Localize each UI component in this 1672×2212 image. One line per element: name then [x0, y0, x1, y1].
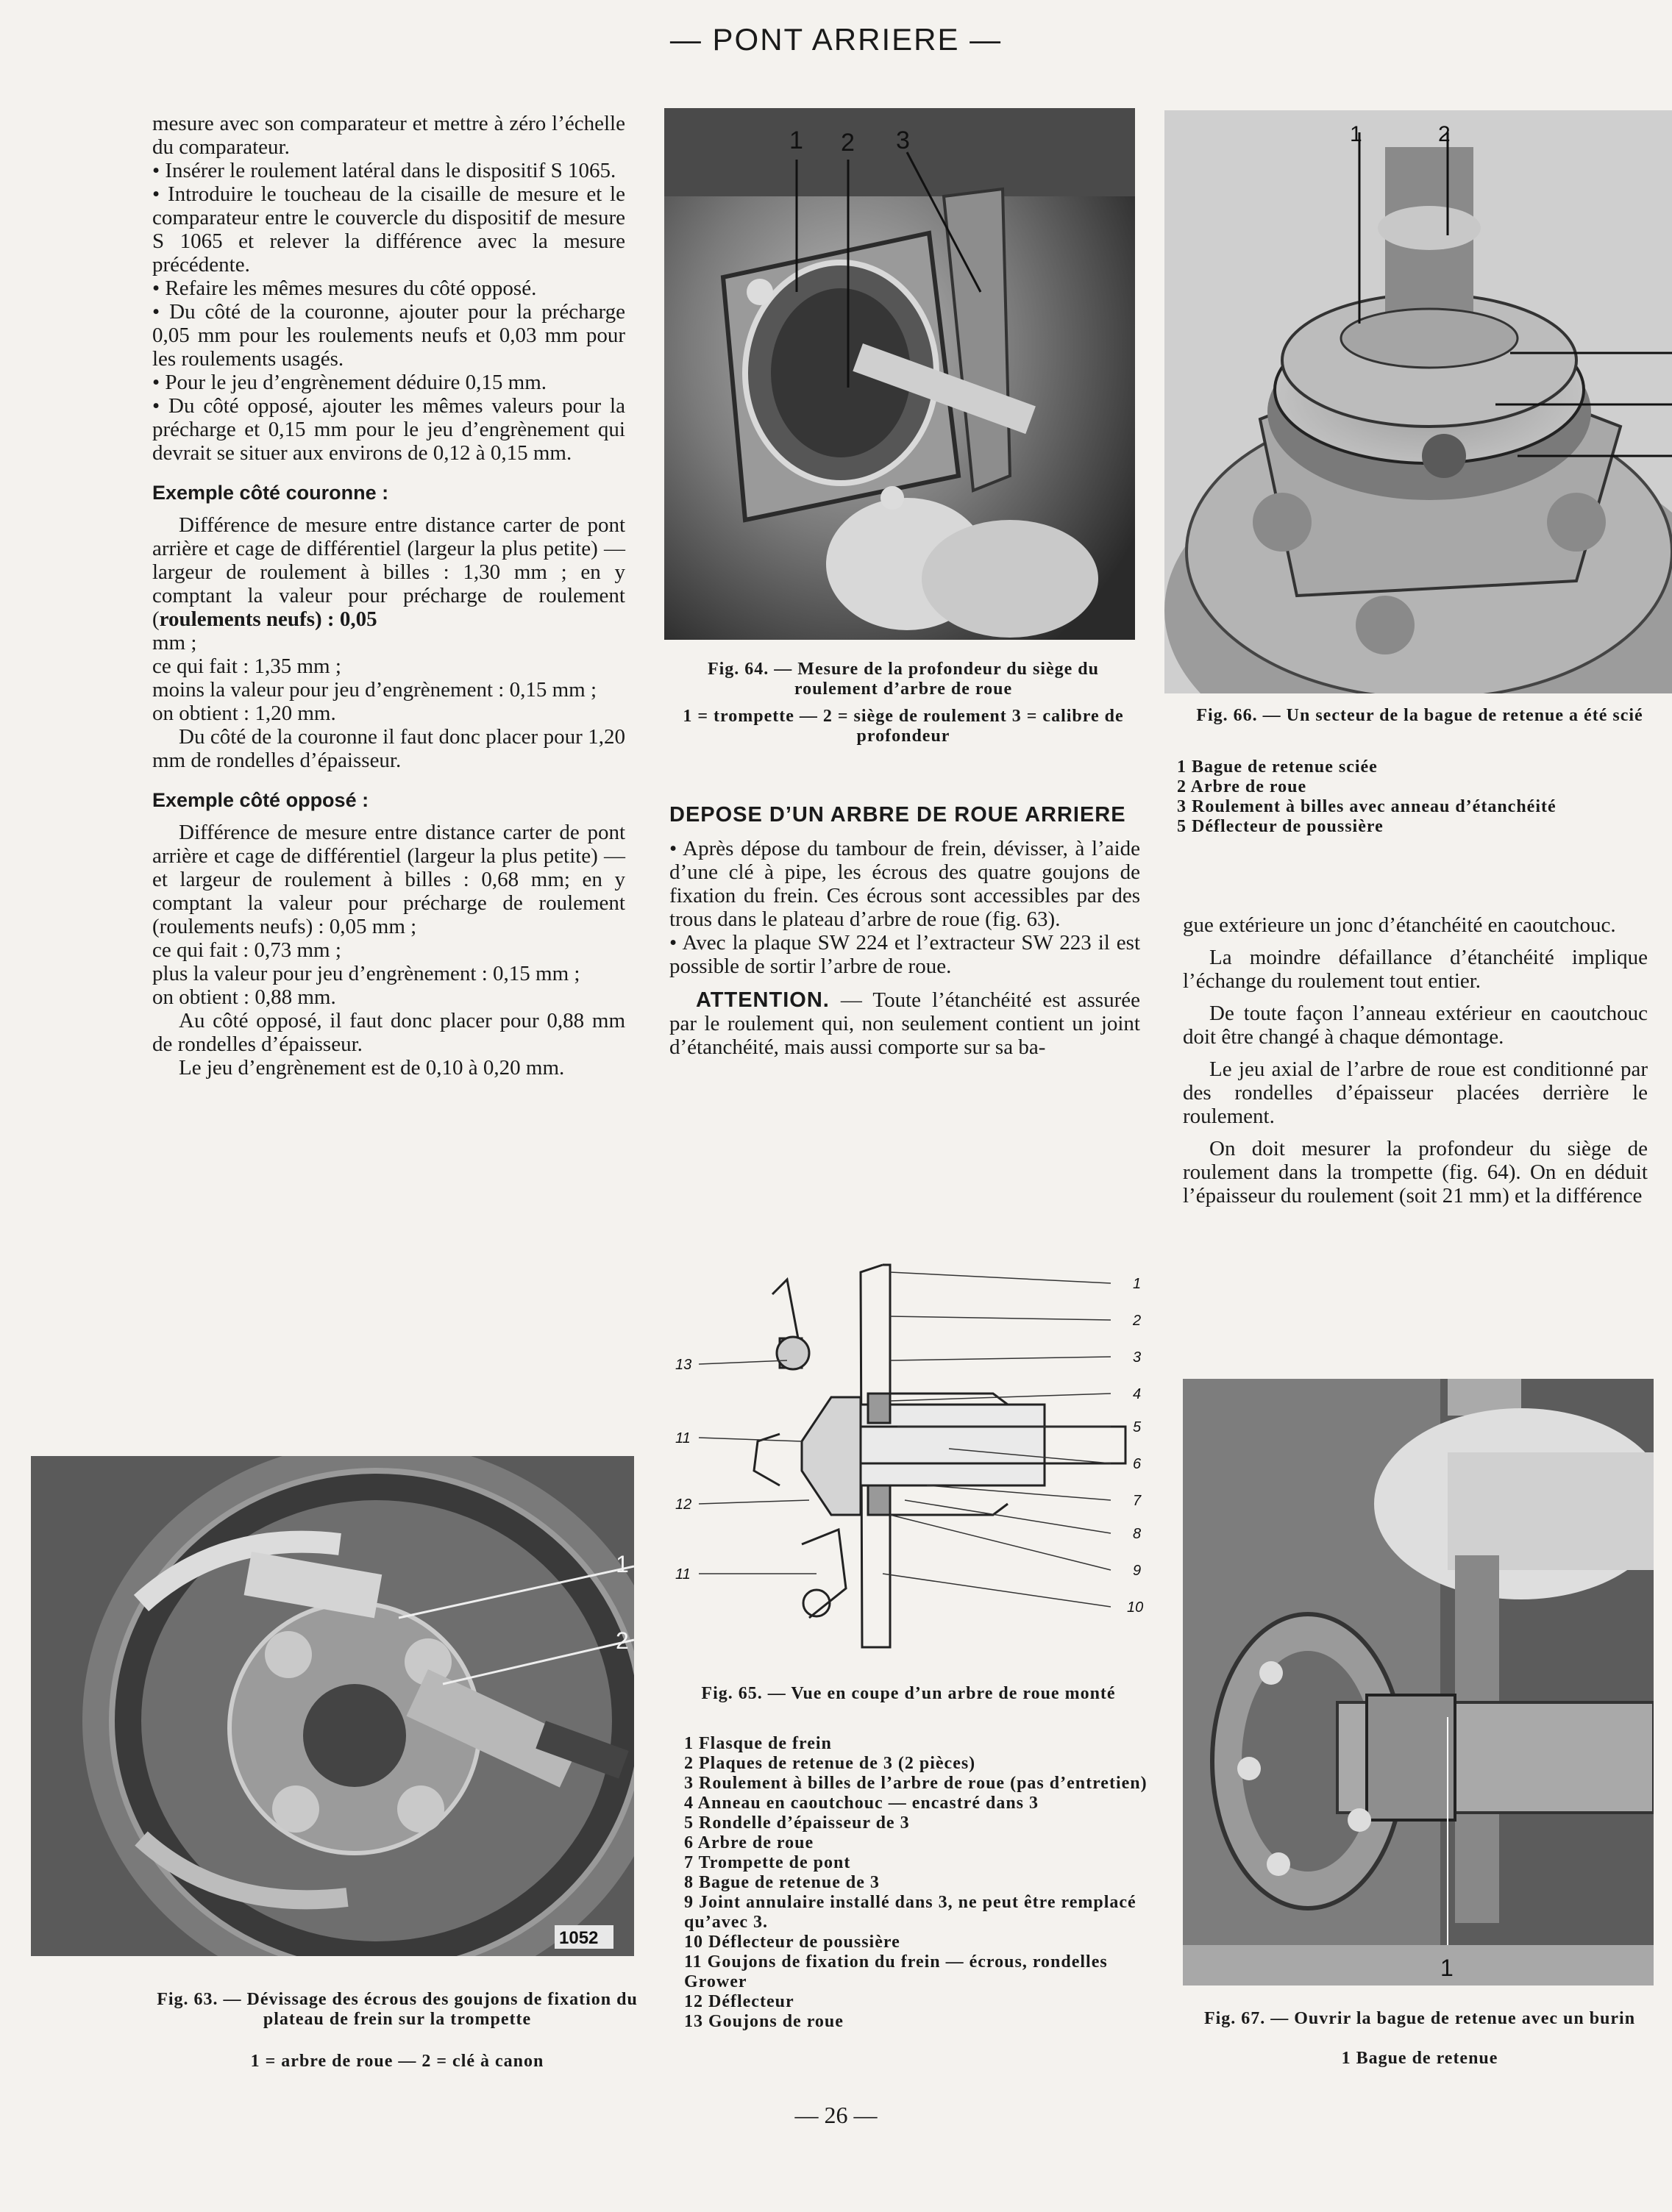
fig65-legend: [684, 1734, 1148, 2032]
fig64-label-1: 1: [789, 126, 803, 154]
fig65-label-1: 1: [1133, 1276, 1142, 1292]
fig65-label-11b: 11: [675, 1566, 691, 1583]
column-3: [1183, 913, 1648, 1207]
col1-line: • Refaire les mêmes mesures du côté opposé.: [152, 276, 537, 300]
fig64-caption-legend: 1 = trompette — 2 = siège de roulement 3 = calibre de profondeur: [683, 707, 1124, 746]
fig67-caption-legend: 1 Bague de retenue: [1341, 2049, 1498, 2068]
fig65-legend-item: 12 Déflecteur: [684, 1992, 794, 2011]
example1-a: Différence de mesure entre distance carter de pont arrière et cage de différentiel (largeur la plus petite) — largeur de roulement à billes : 1,30 mm ; en y comptant la valeur pour précharge de roulement (: [152, 513, 625, 631]
page-number: — 26 —: [794, 2102, 878, 2128]
fig65-legend-item: 11 Goujons de fixation du frein — écrous, rondelles Grower: [684, 1952, 1108, 1991]
fig63-label-1: 1: [616, 1551, 629, 1577]
column-2: [669, 803, 1140, 1059]
example1-c: ce qui fait : 1,35 mm ;: [152, 654, 341, 678]
col3-p4: On doit mesurer la profondeur du siège de roulement dans la trompette (fig. 64). On en déduit l’épaisseur du roulement (soit 21 mm) et la différence: [1183, 1137, 1648, 1207]
fig65-legend-item: 13 Goujons de roue: [684, 2012, 844, 2031]
fig65-label-5: 5: [1133, 1419, 1142, 1435]
fig66-legend-item: 5 Déflecteur de poussière: [1177, 817, 1384, 836]
fig65-label-8: 8: [1133, 1526, 1142, 1542]
fig66-photo: [1164, 110, 1672, 693]
fig67-label-1: 1: [1440, 1955, 1454, 1981]
example2-f: Au côté opposé, il faut donc placer pour 0,88 mm de rondelles d’épaisseur.: [152, 1009, 625, 1056]
fig65-legend-item: 6 Arbre de roue: [684, 1833, 814, 1852]
subheading-couronne: Exemple côté couronne :: [152, 482, 389, 504]
example1-e: on obtient : 1,20 mm.: [152, 702, 336, 725]
fig66-legend-item: 3 Roulement à billes avec anneau d’étanchéité: [1177, 797, 1557, 816]
example2-g: Le jeu d’engrènement est de 0,10 à 0,20 mm.: [179, 1056, 565, 1080]
col3-p0: gue extérieure un jonc d’étanchéité en caoutchouc.: [1183, 913, 1616, 937]
fig63-stamp: 1052: [559, 1928, 599, 1948]
fig65-label-3: 3: [1133, 1349, 1142, 1366]
section-heading: DEPOSE D’UN ARBRE DE ROUE ARRIERE: [669, 803, 1126, 827]
col2-attention: [669, 988, 1140, 1059]
fig65-legend-item: 7 Trompette de pont: [684, 1853, 851, 1872]
fig64-photo: [664, 108, 1135, 640]
col3-p3: Le jeu axial de l’arbre de roue est conditionné par des rondelles d’épaisseur placées derrière le roulement.: [1183, 1057, 1648, 1128]
fig67-photo: [1183, 1379, 1654, 1986]
fig63-photo: [31, 1456, 634, 1956]
fig65-label-13: 13: [675, 1357, 692, 1373]
fig65-label-10: 10: [1127, 1599, 1144, 1616]
fig64-label-2: 2: [841, 129, 855, 157]
column-1: [152, 112, 625, 1080]
fig65-diagram: [669, 1250, 1155, 1669]
example1-d: moins la valeur pour jeu d’engrènement : 0,15 mm ;: [152, 678, 597, 702]
fig66-legend-item: 1 Bague de retenue sciée: [1177, 757, 1378, 777]
col1-line: • Insérer le roulement latéral dans le dispositif S 1065.: [152, 159, 616, 182]
fig65-legend-item: 4 Anneau en caoutchouc — encastré dans 3: [684, 1794, 1039, 1813]
fig66-caption: Fig. 66. — Un secteur de la bague de retenue a été scié: [1196, 706, 1643, 725]
fig65-label-7: 7: [1133, 1493, 1142, 1509]
col1-line: • Du côté de la couronne, ajouter pour la précharge 0,05 mm pour les roulements neufs et 0,03 mm pour les roulements usagés.: [152, 300, 625, 371]
fig67-caption: Fig. 67. — Ouvrir la bague de retenue avec un burin: [1203, 2009, 1636, 2028]
fig63-caption-legend: 1 = arbre de roue — 2 = clé à canon: [250, 2052, 544, 2071]
col2-p2: • Avec la plaque SW 224 et l’extracteur SW 223 il est possible de sortir l’arbre de roue.: [669, 931, 1140, 978]
fig63-label-2: 2: [616, 1627, 629, 1654]
fig66-legend: [1177, 757, 1662, 837]
fig66-label-2: 2: [1438, 122, 1451, 146]
fig65-caption: Fig. 65. — Vue en coupe d’un arbre de roue monté: [701, 1684, 1116, 1703]
fig65-legend-item: 5 Rondelle d’épaisseur de 3: [684, 1813, 910, 1833]
fig63-caption: Fig. 63. — Dévissage des écrous des goujons de fixation du plateau de frein sur la trompette: [157, 1990, 638, 2029]
example2-c: ce qui fait : 0,73 mm ;: [152, 938, 341, 962]
fig65-legend-item: 1 Flasque de frein: [684, 1734, 832, 1753]
example1-f: Du côté de la couronne il faut donc placer pour 1,20 mm de rondelles d’épaisseur.: [152, 725, 625, 772]
page-header: — PONT ARRIERE —: [669, 22, 1003, 57]
col1-line: mesure avec son comparateur et mettre à zéro l’échelle du comparateur.: [152, 112, 625, 159]
fig65-label-12: 12: [675, 1496, 692, 1513]
fig65-legend-item: 9 Joint annulaire installé dans 3, ne peut être remplacé qu’avec 3.: [684, 1893, 1136, 1932]
fig65-legend-item: 2 Plaques de retenue de 3 (2 pièces): [684, 1754, 976, 1773]
fig65-legend-item: 8 Bague de retenue de 3: [684, 1873, 880, 1892]
example1-text: [152, 513, 625, 631]
col3-p2: De toute façon l’anneau extérieur en caoutchouc doit être changé à chaque démontage.: [1183, 1002, 1648, 1049]
col1-line: • Introduire le toucheau de la cisaille de mesure et le comparateur entre le couvercle du dispositif de mesure S 1065 et relever la différence avec la mesure précédente.: [152, 182, 625, 276]
fig65-label-6: 6: [1133, 1456, 1142, 1472]
example1-bold: roulements neufs) : 0,05: [159, 607, 377, 631]
fig65-label-9: 9: [1133, 1563, 1142, 1579]
fig64-caption: Fig. 64. — Mesure de la profondeur du siège du roulement d’arbre de roue: [707, 660, 1100, 699]
example2-e: on obtient : 0,88 mm.: [152, 985, 336, 1009]
col3-p1: La moindre défaillance d’étanchéité implique l’échange du roulement tout entier.: [1183, 946, 1648, 993]
fig65-label-2: 2: [1133, 1313, 1142, 1329]
example2-d: plus la valeur pour jeu d’engrènement : 0,15 mm ;: [152, 962, 580, 985]
col2-p1: • Après dépose du tambour de frein, dévisser, à l’aide d’une clé à pipe, les écrous des quatre goujons de fixation du frein. Ces écrous sont accessibles par des trous dans le plateau d’arbre de roue (fig. 63).: [669, 837, 1140, 931]
col1-line: • Pour le jeu d’engrènement déduire 0,15 mm.: [152, 371, 547, 394]
attention-text: — Toute l’étanchéité est assurée par le roulement qui, non seulement contient un joint d’étanchéité, mais aussi comporte sur sa ba-: [669, 988, 1140, 1059]
fig65-label-4: 4: [1133, 1386, 1142, 1402]
fig66-label-1: 1: [1350, 122, 1362, 146]
attention-word: ATTENTION.: [696, 988, 830, 1012]
fig65-label-11a: 11: [675, 1430, 691, 1446]
fig65-legend-item: 3 Roulement à billes de l’arbre de roue (pas d’entretien): [684, 1774, 1148, 1793]
fig65-legend-item: 10 Déflecteur de poussière: [684, 1933, 900, 1952]
col1-line: • Du côté opposé, ajouter les mêmes valeurs pour la précharge et 0,15 mm pour le jeu d’engrènement qui devrait se situer aux environs de 0,12 à 0,15 mm.: [152, 394, 625, 465]
subheading-oppose: Exemple côté opposé :: [152, 789, 369, 811]
example1-b: mm ;: [152, 631, 197, 654]
fig66-legend-item: 2 Arbre de roue: [1177, 777, 1307, 796]
fig64-label-3: 3: [896, 126, 910, 154]
example2-a: Différence de mesure entre distance carter de pont arrière et cage de différentiel (largeur la plus petite) — et largeur de roulement à billes : 0,68 mm; en y comptant la valeur pour précharge de roulement (roulements neufs) : 0,05 mm ;: [152, 821, 625, 938]
